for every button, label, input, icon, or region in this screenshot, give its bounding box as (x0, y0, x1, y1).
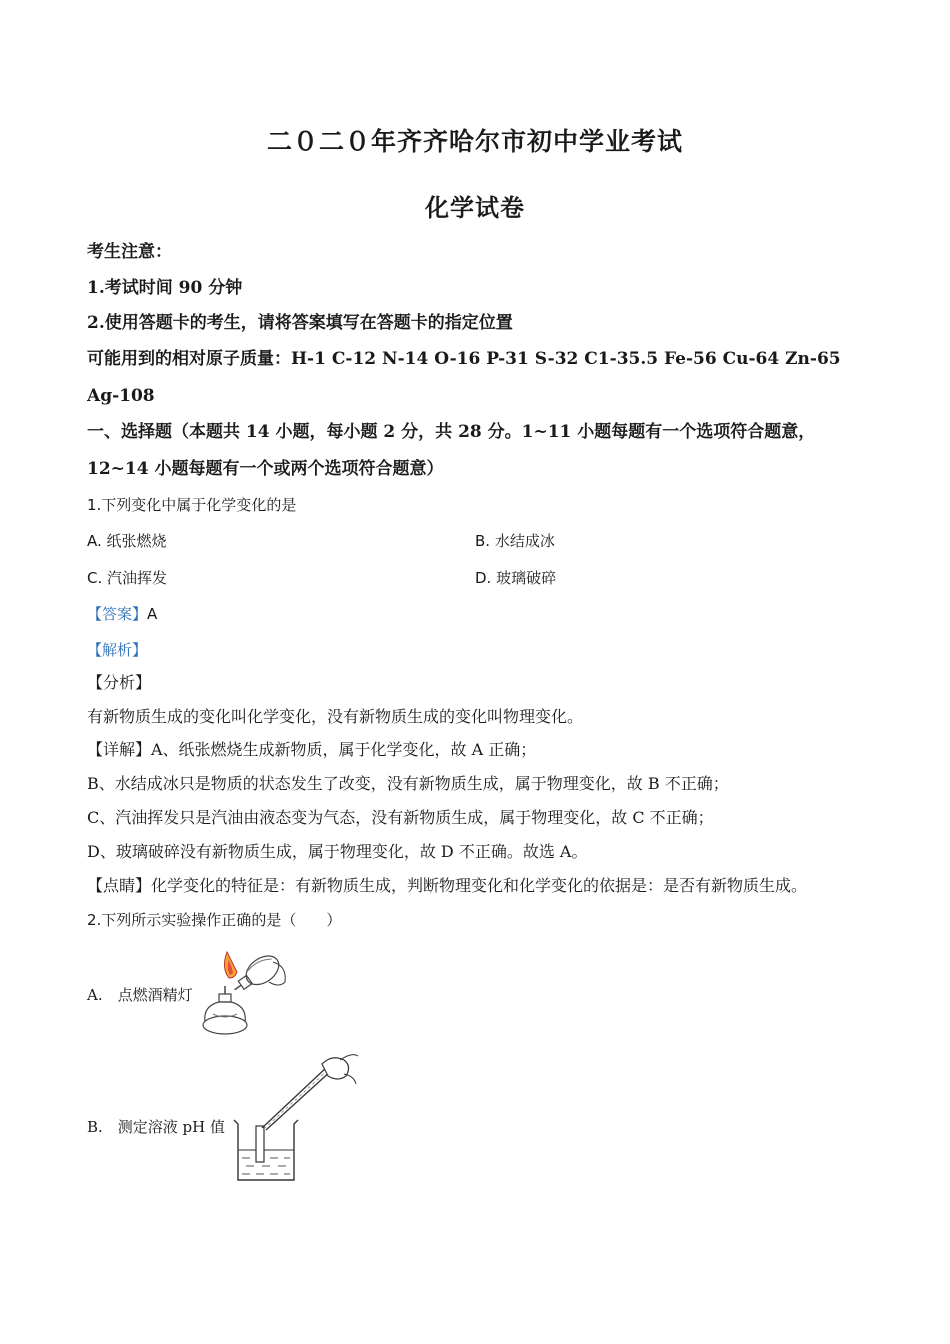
q2-option-b-label: B. 测定溶液 pH 值 (87, 1118, 226, 1136)
notice-heading: 考生注意： (87, 242, 172, 262)
q2-option-a-label: A. 点燃酒精灯 (87, 986, 193, 1004)
notice-item-1: 1.考试时间 90 分钟 (87, 278, 243, 298)
dianjing-text: 【点睛】化学变化的特征是：有新物质生成，判断物理变化和化学变化的依据是：是否有新物质生成。 (87, 876, 808, 895)
detail-a: 【详解】A、纸张燃烧生成新物质，属于化学变化，故 A 正确； (87, 740, 537, 759)
ph-test-illustration (228, 1050, 360, 1186)
section-heading-line-2: 12~14 小题每题有一个或两个选项符合题意） (87, 459, 444, 479)
exam-subtitle: 化学试卷 (425, 193, 525, 222)
detail-d: D、玻璃破碎没有新物质生成，属于物理变化，故 D 不正确。故选 A。 (87, 842, 588, 861)
detail-c: C、汽油挥发只是汽油由液态变为气态，没有新物质生成，属于物理变化，故 C 不正确； (87, 808, 714, 827)
q2-stem: 2.下列所示实验操作正确的是（ ） (87, 911, 342, 929)
notice-item-2: 2.使用答题卡的考生，请将答案填写在答题卡的指定位置 (87, 313, 513, 333)
section-heading-line-1: 一、选择题（本题共 14 小题，每小题 2 分，共 28 分。1~11 小题每题有一个选项符合题意， (87, 422, 816, 442)
q1-option-b: B. 水结成冰 (475, 532, 555, 550)
atomic-masses-line-1: 可能用到的相对原子质量：H-1 C-12 N-14 O-16 P-31 S-32 C1-35.5 Fe-56 Cu-64 Zn-65 (87, 349, 841, 369)
exam-title: 二０二０年齐齐哈尔市初中学业考试 (266, 127, 683, 156)
answer-tag: 【答案】 (87, 605, 148, 623)
alcohol-lamp-illustration (195, 942, 295, 1040)
analysis-tag: 【解析】 (87, 641, 148, 659)
answer-value: A (147, 605, 158, 623)
q1-option-c: C. 汽油挥发 (87, 569, 168, 587)
detail-b: B、水结成冰只是物质的状态发生了改变，没有新物质生成，属于物理变化，故 B 不正确； (87, 774, 729, 793)
atomic-masses-line-2: Ag-108 (87, 386, 155, 406)
q1-answer (87, 603, 157, 625)
q1-stem: 1.下列变化中属于化学变化的是 (87, 496, 297, 514)
fenxi-tag: 【分析】 (87, 673, 152, 692)
q1-option-a: A. 纸张燃烧 (87, 532, 167, 550)
fenxi-text: 有新物质生成的变化叫化学变化，没有新物质生成的变化叫物理变化。 (87, 707, 584, 726)
q1-option-d: D. 玻璃破碎 (475, 569, 557, 587)
